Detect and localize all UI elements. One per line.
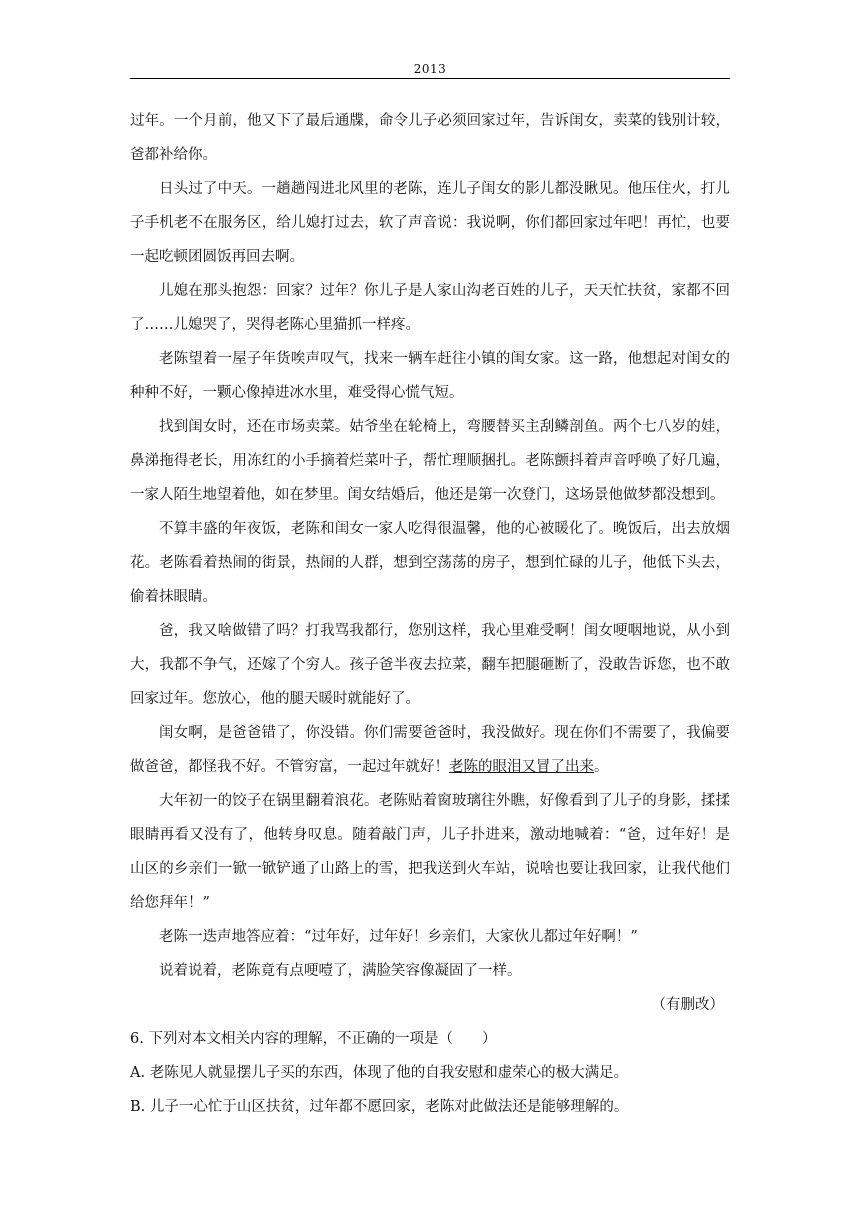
passage-paragraph-4: 老陈望着一屋子年货唉声叹气，找来一辆车赶往小镇的闺女家。这一路，他想起对闺女的种种不好，一颗心像掉进冰水里，难受得心慌气短。 <box>130 351 730 401</box>
passage-paragraph-7: 爸，我又啥做错了吗？打我骂我都行，您别这样，我心里难受啊！闺女哽咽地说，从小到大，我都不争气，还嫁了个穷人。孩子爸半夜去拉菜，翻车把腿砸断了，没敢告诉您，也不敢回家过年。您放心，他的腿天暖时就能好了。 <box>130 623 730 707</box>
source-note: （有删改） <box>651 997 724 1013</box>
passage-paragraph-6: 不算丰盛的年夜饭，老陈和闺女一家人吃得很温馨，他的心被暖化了。晚饭后，出去放烟花。老陈看着热闹的街景，热闹的人群，想到空荡荡的房子，想到忙碌的儿子，他低下头去，偷着抹眼睛。 <box>130 521 730 605</box>
paragraph-8-end: 。 <box>594 759 609 775</box>
page-header-year: 2013 <box>413 62 447 76</box>
underlined-sentence: 老陈的眼泪又冒了出来 <box>449 759 594 775</box>
paragraph-8-text: 闺女啊，是爸爸错了，你没错。你们需要爸爸时，我没做好。现在你们不需要了，我偏要做爸爸，都怪我不好。不管穷富，一起过年就好！ <box>130 725 730 775</box>
option-a: A. 老陈见人就显摆儿子买的东西，体现了他的自我安慰和虚荣心的极大满足。 <box>130 1065 629 1081</box>
passage-paragraph-8 <box>130 716 730 784</box>
question-stem: 6. 下列对本文相关内容的理解，不正确的一项是（ ） <box>130 1031 497 1047</box>
passage-paragraph-2: 日头过了中天。一趟趟闯进北风里的老陈，连儿子闺女的影儿都没瞅见。他压住火，打儿子手机老不在服务区，给儿媳打过去，软了声音说：我说啊，你们都回家过年吧！再忙，也要一起吃顿团圆饭再回去啊。 <box>130 181 730 265</box>
passage-paragraph-9: 大年初一的饺子在锅里翻着浪花。老陈贴着窗玻璃往外瞧，好像看到了儿子的身影，揉揉眼睛再看又没有了，他转身叹息。随着敲门声，儿子扑进来，激动地喊着：“爸，过年好！是山区的乡亲们一锨一锨铲通了山路上的雪，把我送到火车站，说啥也要让我回家，让我代他们给您拜年！” <box>130 793 730 911</box>
passage-paragraph-5: 找到闺女时，还在市场卖菜。姑爷坐在轮椅上，弯腰替买主刮鳞剖鱼。两个七八岁的娃，鼻涕拖得老长，用冻红的小手摘着烂菜叶子，帮忙理顺捆扎。老陈颤抖着声音呼唤了好几遍，一家人陌生地望着他，如在梦里。闺女结婚后，他还是第一次登门，这场景他做梦都没想到。 <box>130 419 730 503</box>
header-divider <box>130 78 730 79</box>
document-body <box>130 104 730 1124</box>
passage-paragraph-3: 儿媳在那头抱怨：回家？过年？你儿子是人家山沟老百姓的儿子，天天忙扶贫，家都不回了……儿媳哭了，哭得老陈心里猫抓一样疼。 <box>130 283 730 333</box>
passage-paragraph-1: 过年。一个月前，他又下了最后通牒，命令儿子必须回家过年，告诉闺女，卖菜的钱别计较，爸都补给你。 <box>130 113 730 163</box>
option-b: B. 儿子一心忙于山区扶贫，过年都不愿回家，老陈对此做法还是能够理解的。 <box>130 1099 629 1115</box>
passage-paragraph-10: 老陈一迭声地答应着：“过年好，过年好！乡亲们，大家伙儿都过年好啊！” <box>159 929 638 945</box>
passage-paragraph-11: 说着说着，老陈竟有点哽噎了，满脸笑容像凝固了一样。 <box>159 963 522 979</box>
